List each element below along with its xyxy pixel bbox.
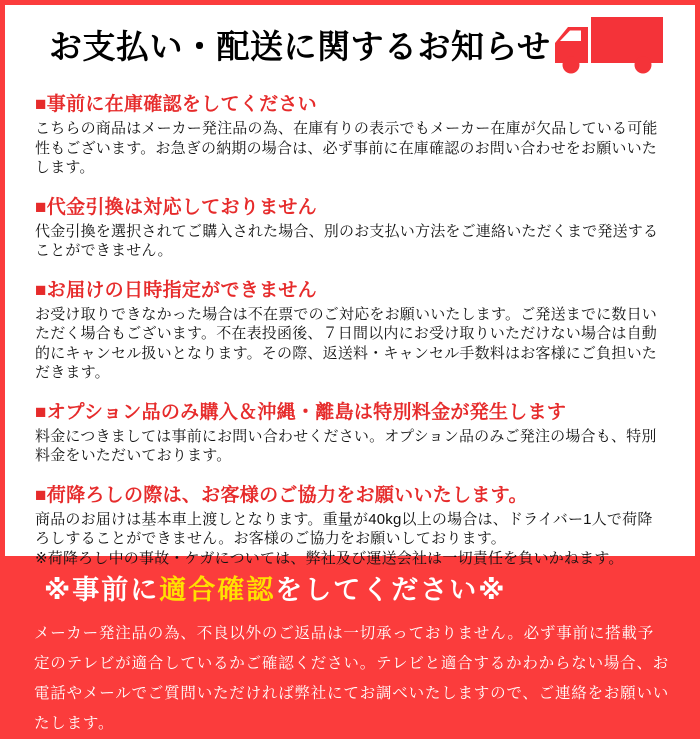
section-heading: ■代金引換は対応しておりません [35,196,317,218]
truck-icon [551,15,669,75]
compatibility-heading [44,568,670,607]
heading-prefix: ※事前に [44,575,160,605]
section-body: 代金引換を選択されてご購入された場合、別のお支払い方法をご連絡いただくまで発送することができません。 [35,222,659,259]
section-special-fee [35,403,667,466]
page-title: お支払い・配送に関するお知らせ [49,27,551,65]
truck-cargo-box [591,17,663,63]
compatibility-notice-banner [0,556,700,739]
truck-rear-wheel [634,57,651,74]
section-unloading-help [35,486,667,569]
panel-header [35,13,667,75]
section-heading: ■お届けの日時指定ができません [35,279,317,301]
section-no-delivery-time [35,281,667,383]
compatibility-body: メーカー発注品の為、不良以外のご返品は一切承っておりません。必ず事前に搭載予定のテレビが適合しているかご確認ください。テレビと適合するかわからない場合、お電話やメールでご質問いただければ弊社にてお調べいたしますので、ご連絡をお願いいたします。 [34,625,670,732]
section-body: 商品のお届けは基本車上渡しとなります。重量が40kg以上の場合は、ドライバー1人で荷降ろしすることができません。お客様のご協力をお願いしております。 [35,510,653,547]
section-heading: ■事前に在庫確認をしてください [35,94,317,115]
payment-shipping-notice-panel [5,5,695,567]
section-note: ※荷降ろし中の事故・ケガについては、弊社及び運送会社は一切責任を負いかねます。 [35,549,624,567]
truck-front-wheel [562,57,579,74]
section-body: こちらの商品はメーカー発注品の為、在庫有りの表示でもメーカー在庫が欠品している可能性もございます。お急ぎの納期の場合は、必ず事前に在庫確認のお問い合わせをお願いいたします。 [35,120,658,176]
section-no-cod [35,198,667,261]
section-body: お受け取りできなかった場合は不在票でのご対応をお願いいたします。ご発送までに数日いただく場合もございます。不在表投函後、７日間以内にお受け取りいただけない場合は自動的にキャンセル扱いとなります。その際、返送料・キャンセル手数料はお客様にご負担いただきます。 [35,305,658,381]
heading-highlight: 適合確認 [159,575,276,605]
section-heading: ■オプション品のみ購入＆沖縄・離島は特別料金が発生します [35,401,567,423]
section-stock-check [35,95,667,178]
heading-suffix: をしてください※ [275,575,507,605]
section-heading: ■荷降ろしの際は、お客様のご協力をお願いいたします。 [35,484,528,506]
section-body: 料金につきましては事前にお問い合わせください。オプション品のみご発注の場合も、特別料金をいただいております。 [35,427,657,464]
